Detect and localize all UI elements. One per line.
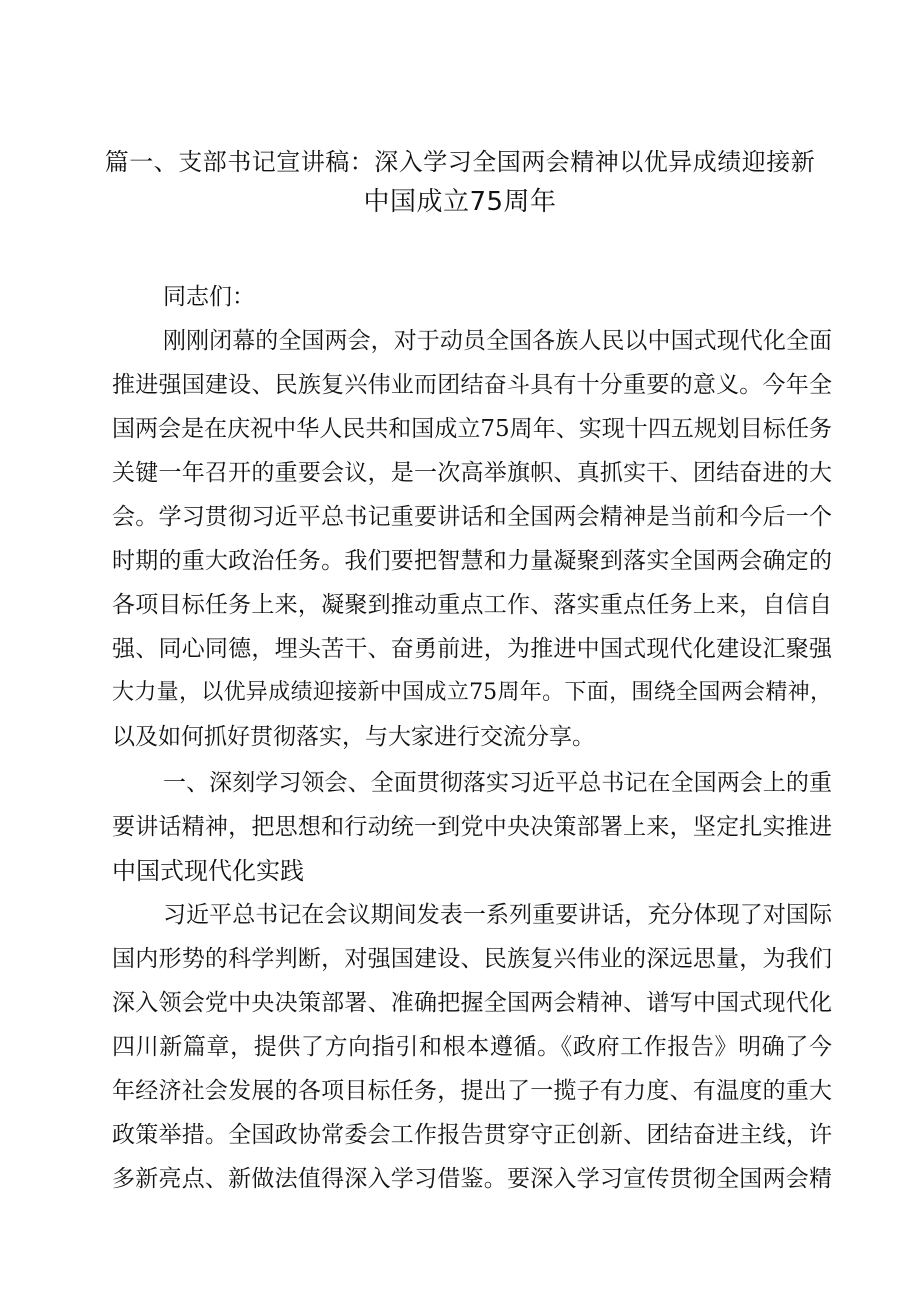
paragraph-line: 关键一年召开的重要会议，是一次高举旗帜、真抓实干、团结奋进的大 [112,460,832,486]
title-line-1: 篇一、支部书记宣讲稿：深入学习全国两会精神以优异成绩迎接新 [104,148,816,176]
paragraph-line: 推进强国建设、民族复兴伟业而团结奋斗具有十分重要的意义。今年全 [112,372,832,398]
paragraph-line: 大力量，以优异成绩迎接新中国成立75周年。下面，围绕全国两会精神， [112,680,832,705]
document-title [100,142,820,222]
paragraph-line: 年经济社会发展的各项目标任务，提出了一揽子有力度、有温度的重大 [112,1078,832,1104]
paragraph-line: 政策举措。全国政协常委会工作报告贯穿守正创新、团结奋进主线，许 [112,1122,832,1148]
title-line-2: 中国成立75周年 [363,187,557,217]
paragraph-line: 时期的重大政治任务。我们要把智慧和力量凝聚到落实全国两会确定的 [112,548,832,574]
paragraph-line: 习近平总书记在会议期间发表一系列重要讲话，充分体现了对国际 [163,902,832,928]
paragraph-line: 强、同心同德，埋头苦干、奋勇前进，为推进中国式现代化建设汇聚强 [112,636,832,662]
paragraph-line: 会。学习贯彻习近平总书记重要讲话和全国两会精神是当前和今后一个 [112,504,832,530]
greeting: 同志们： [163,284,255,310]
paragraph-line: 多新亮点、新做法值得深入学习借鉴。要深入学习宣传贯彻全国两会精 [112,1166,832,1192]
paragraph-line: 国内形势的科学判断，对强国建设、民族复兴伟业的深远思量，为我们 [112,946,832,972]
paragraph-line: 国两会是在庆祝中华人民共和国成立75周年、实现十四五规划目标任务 [112,416,832,442]
paragraph-line: 刚刚闭幕的全国两会，对于动员全国各族人民以中国式现代化全面 [163,328,832,354]
paragraph-line: 各项目标任务上来，凝聚到推动重点工作、落实重点任务上来，自信自 [112,592,832,618]
paragraph-line: 以及如何抓好贯彻落实，与大家进行交流分享。 [112,724,595,750]
paragraph-line: 深入领会党中央决策部署、准确把握全国两会精神、谱写中国式现代化 [112,990,832,1016]
section-heading-line: 一、深刻学习领会、全面贯彻落实习近平总书记在全国两会上的重 [163,770,832,796]
section-heading-line: 要讲话精神，把思想和行动统一到党中央决策部署上来，坚定扎实推进 [112,814,832,840]
paragraph-line: 四川新篇章，提供了方向指引和根本遵循。《政府工作报告》明确了今 [112,1034,832,1060]
section-heading-line: 中国式现代化实践 [112,857,304,885]
